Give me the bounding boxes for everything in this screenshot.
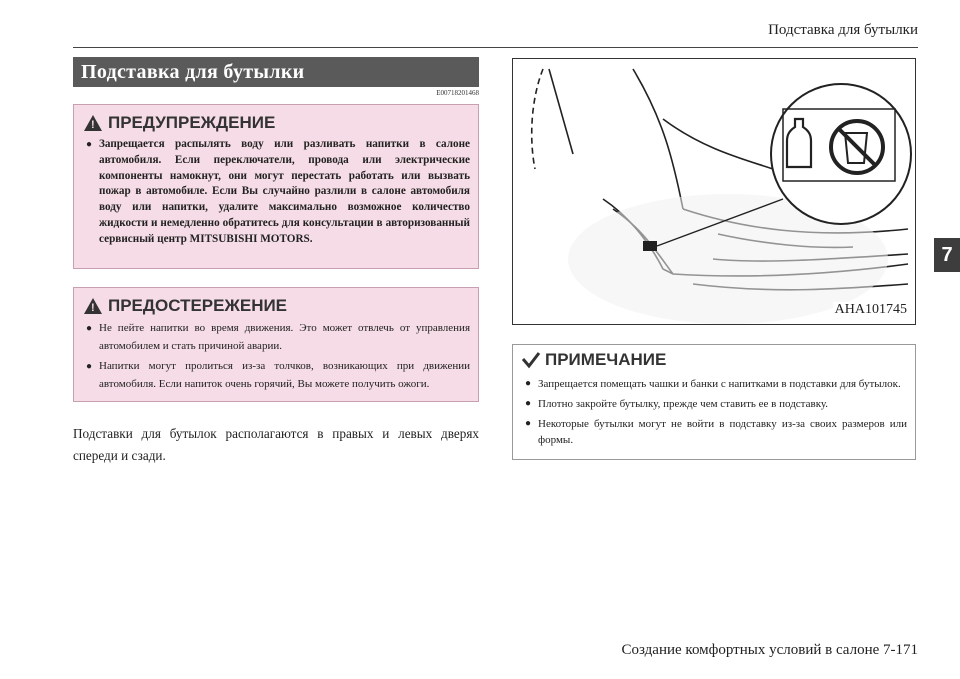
section-code: E00718201468 [436, 89, 479, 97]
door-bottle-holder-figure [512, 58, 916, 325]
page-footer: Создание комфортных условий в салоне 7-171 [621, 642, 918, 658]
door-illustration [513, 59, 916, 325]
warning-heading: ПРЕДУПРЕЖДЕНИЕ [108, 113, 276, 132]
warning-box [73, 104, 479, 269]
caution-heading: ПРЕДОСТЕРЕЖЕНИЕ [108, 296, 288, 315]
bottle-holder-marker [643, 241, 657, 251]
header-rule [73, 47, 918, 48]
caution-triangle-icon: ! [84, 298, 102, 314]
page-header-title: Подставка для бутылки [768, 22, 918, 38]
caution-box [73, 287, 479, 402]
note-item: ● Некоторые бутылки могут не войти в подставку из-за своих размеров или формы. [523, 416, 907, 448]
note-item: ● Плотно закройте бутылку, прежде чем ставить ее в подставку. [523, 396, 907, 412]
body-paragraph: Подставки для бутылок располагаются в правых и левых дверях спереди и сзади. [73, 426, 479, 463]
note-box [512, 344, 916, 460]
caution-item: ● Не пейте напитки во время движения. Это может отвлечь от управления автомобилем и стать причиной аварии. [84, 320, 470, 355]
note-check-icon [521, 350, 541, 370]
caution-item: ● Напитки могут пролиться из-за толчков, возникающих при движении автомобиля. Если напиток очень горячий, Вы можете получить ожоги. [84, 358, 470, 393]
section-title: Подставка для бутылки [73, 57, 479, 87]
figure-code: AHA101745 [834, 302, 907, 317]
warning-item: ● Запрещается распылять воду или разливать напитки в салоне автомобиля. Если переключатели, провода или электрические компоненты намокнут, они могут перестать работать или вызвать пожар в автомобиле. Если Вы случайно разлили в салоне автомобиля воду или напитки, удалите максимально возможное количество жидкости и немедленно обратитесь для консультации в авторизованный сервисный центр MITSUBISHI MOTORS. [84, 137, 470, 248]
note-item: ● Запрещается помещать чашки и банки с напитками в подставки для бутылок. [523, 376, 907, 392]
note-heading: ПРИМЕЧАНИЕ [545, 350, 667, 369]
chapter-tab[interactable]: 7 [934, 238, 960, 272]
warning-triangle-icon: ! [84, 115, 102, 131]
